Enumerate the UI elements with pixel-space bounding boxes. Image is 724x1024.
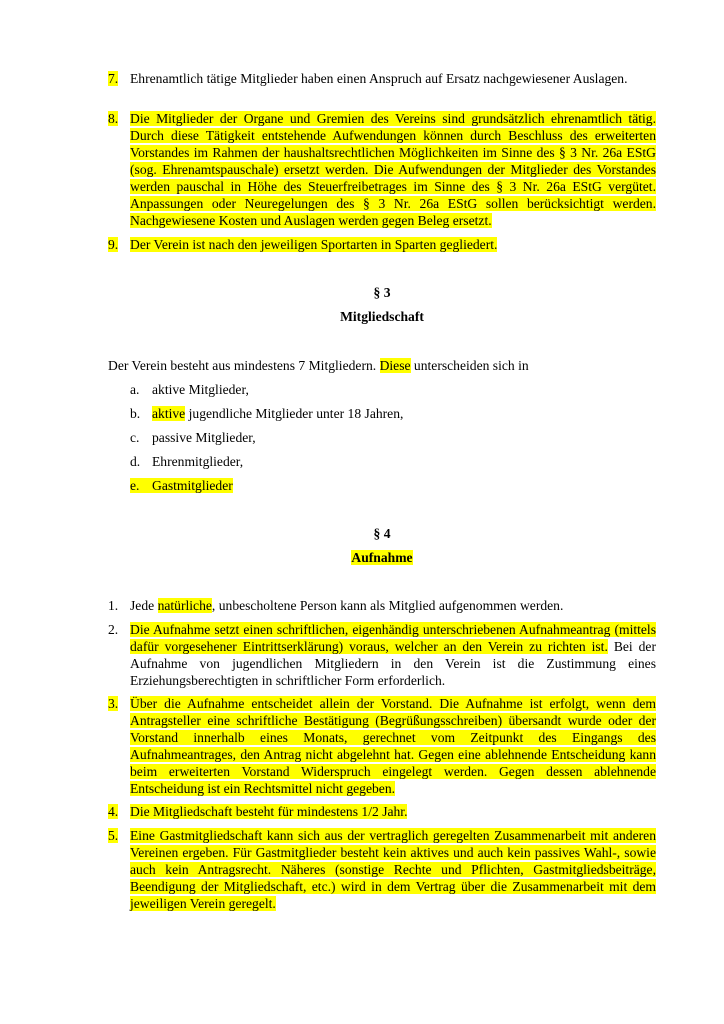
list-item <box>108 597 656 614</box>
member-type-item: a. aktive Mitglieder, <box>130 382 249 397</box>
item-text: Die Mitgliedschaft besteht für mindestens 1/2 Jahr. <box>130 804 408 819</box>
item-number: 4. <box>108 804 119 819</box>
list-item <box>108 70 656 87</box>
section-title: Mitgliedschaft <box>340 309 424 324</box>
item-text: Der Verein ist nach den jeweiligen Sportarten in Sparten gegliedert. <box>130 237 498 252</box>
list-item <box>108 827 656 912</box>
list-item <box>108 236 656 253</box>
item-text: Jede natürliche, unbescholtene Person kann als Mitglied aufgenommen werden. <box>130 598 564 613</box>
item-number: 1. <box>108 598 119 613</box>
item-text: Ehrenamtlich tätige Mitglieder haben einen Anspruch auf Ersatz nachgewiesener Auslagen. <box>130 71 628 86</box>
item-number: 3. <box>108 696 119 711</box>
item-number: 7. <box>108 71 119 86</box>
list-item <box>108 621 656 689</box>
member-type-item: b. aktive jugendliche Mitglieder unter 18 Jahren, <box>130 406 404 421</box>
item-number: 8. <box>108 111 119 126</box>
section-number: § 4 <box>373 526 391 541</box>
list-item <box>108 803 656 820</box>
intro-highlight: Diese <box>379 358 411 373</box>
list-item <box>108 110 656 229</box>
item-number: 9. <box>108 237 119 252</box>
item-text: Eine Gastmitgliedschaft kann sich aus der vertraglich geregelten Zusammenarbeit mit anderen Vereinen ergeben. Für Gastmitglieder besteht kein aktives und auch kein passives Wahl-, sowie auch kein Antragsrecht. Näheres (sonstige Rechte und Pflichten, Gastmitgliedsbeiträge, Beendigung der Mitgliedschaft, etc.) wird in dem Vertrag über die Zusammenarbeit mit dem jeweiligen Verein geregelt. <box>130 828 656 911</box>
item-text: Die Mitglieder der Organe und Gremien des Vereins sind grundsätzlich ehrenamtlich tätig. Durch diese Tätigkeit entstehende Aufwendungen können durch Beschluss des erweiterten Vorstandes im Rahmen der haushaltsrechtlichen Möglichkeiten im Sinne des § 3 Nr. 26a EStG (sog. Ehrenamtspauschale) ersetzt werden. Die Aufwendungen der Mitglieder des Vorstandes werden pauschal in Höhe des Steuerfreibetrages im Sinne des § 3 Nr. 26a EStG vergütet. Anpassungen oder Neuregelungen des § 3 Nr. 26a EStG sollen berücksichtigt werden. Nachgewiesene Kosten und Auslagen werden gegen Beleg ersetzt. <box>130 111 656 228</box>
member-type-item: e. Gastmitglieder <box>130 478 233 493</box>
member-type-item: d. Ehrenmitglieder, <box>130 454 244 469</box>
item-text: Die Aufnahme setzt einen schriftlichen, eigenhändig unterschriebenen Aufnahmeantrag (mittels dafür vorgesehener Eintrittserklärung) voraus, welcher an den Verein zu richten ist. Bei der Aufnahme von jugendlichen Mitgliedern in den Verein ist die Zustimmung eines Erziehungsberechtigten in schriftlicher Form erforderlich. <box>130 622 656 688</box>
item-number: 5. <box>108 828 119 843</box>
item-text: Über die Aufnahme entscheidet allein der Vorstand. Die Aufnahme ist erfolgt, wenn dem Antragsteller eine schriftliche Bestätigung (Begrüßungsschreiben) übersandt wurde oder der Vorstand innerhalb eines Monats, gerechnet vom Zeitpunkt des Eingangs des Aufnahmeantrages, den Antrag nicht abgelehnt hat. Gegen eine ablehnende Entscheidung kann beim erweiterten Vorstand Widerspruch eingelegt werden. Gegen dessen ablehnende Entscheidung ist ein Rechtsmittel nicht gegeben. <box>130 696 656 796</box>
section-intro: Der Verein besteht aus mindestens 7 Mitgliedern. Diese unterscheiden sich in <box>108 358 529 373</box>
list-item <box>108 695 656 797</box>
item-number: 2. <box>108 622 119 637</box>
member-type-item: c. passive Mitglieder, <box>130 430 256 445</box>
section-title: Aufnahme <box>351 550 413 565</box>
section-number: § 3 <box>373 285 391 300</box>
